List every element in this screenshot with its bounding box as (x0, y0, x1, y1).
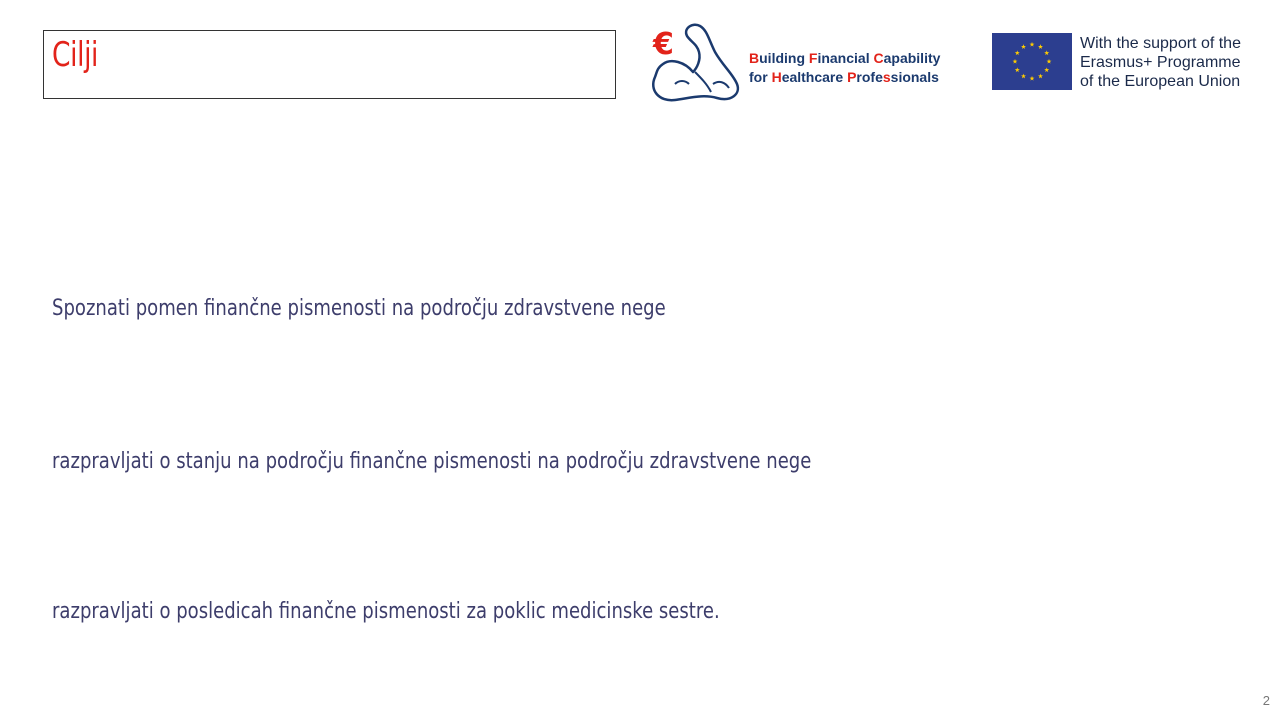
eu-support-line-3: of the European Union (1080, 73, 1241, 90)
eu-support-text (1080, 34, 1241, 91)
title-box (43, 30, 616, 99)
flexed-arm-icon (645, 22, 745, 104)
eu-support-line-2: Erasmus+ Programme (1080, 54, 1241, 71)
project-logo (645, 22, 955, 104)
objective-1: Spoznati pomen finančne pismenosti na področju zdravstvene nege (52, 296, 666, 321)
logo-text-segment: inancial (817, 50, 874, 66)
eu-support-line-1: With the support of the (1080, 35, 1241, 52)
project-logo-text (749, 49, 940, 87)
project-logo-line-2 (749, 68, 940, 87)
page-number: 2 (1262, 693, 1270, 708)
logo-text-segment: s (882, 69, 891, 85)
logo-text-segment: rofe (856, 69, 883, 85)
logo-text-segment: P (847, 69, 857, 85)
slide-title: Cilji (52, 35, 99, 75)
objective-2: razpravljati o stanju na področju finančne pismenosti na področju zdravstvene nege (52, 449, 812, 474)
logo-text-segment: for (749, 69, 772, 85)
project-logo-line-1 (749, 49, 940, 68)
logo-text-segment: F (808, 50, 818, 66)
logo-text-segment: uilding (759, 50, 809, 66)
logo-text-segment: H (771, 69, 782, 85)
logo-text-segment: ealthcare (781, 69, 848, 85)
objective-3: razpravljati o posledicah finančne pismenosti za poklic medicinske sestre. (52, 599, 720, 624)
logo-text-segment: C (873, 50, 884, 66)
eu-support-block (992, 33, 1262, 103)
euro-symbol: € (653, 27, 674, 62)
eu-flag-icon (992, 33, 1072, 90)
logo-text-segment: sionals (890, 69, 939, 85)
logo-text-segment: apability (883, 50, 941, 66)
logo-text-segment: B (749, 50, 760, 66)
